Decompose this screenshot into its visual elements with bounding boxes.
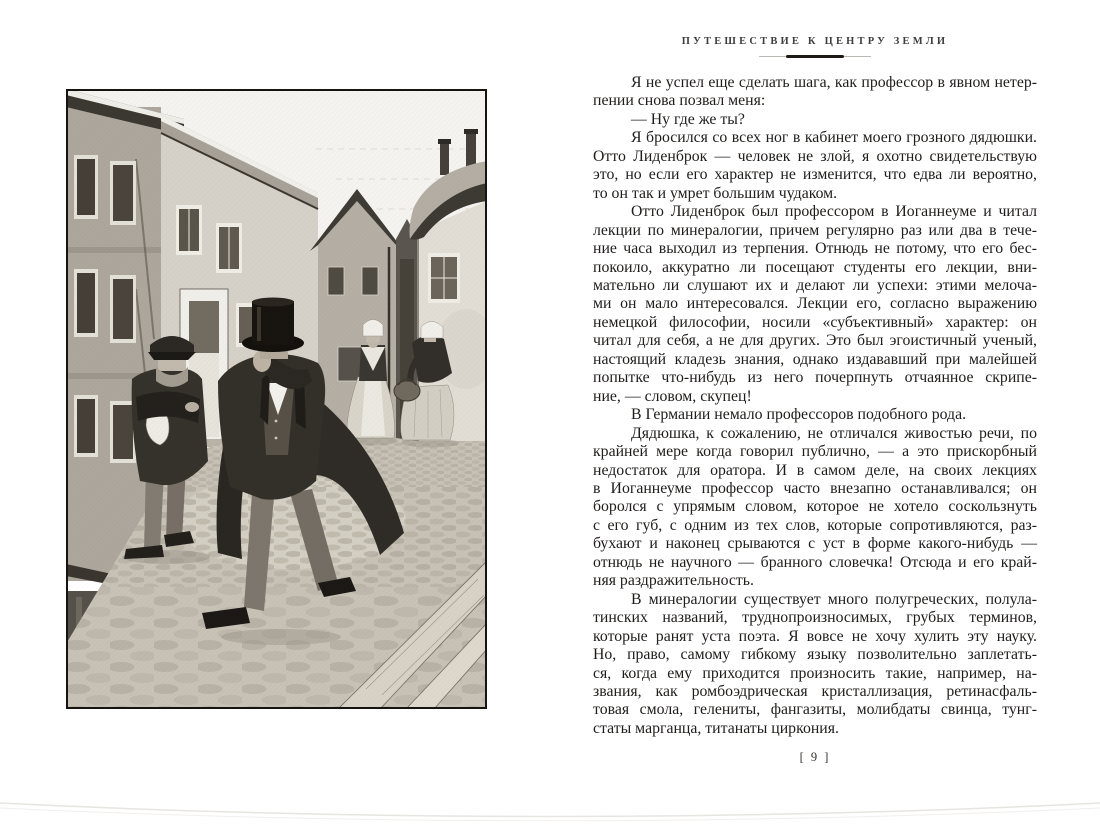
text-line: тинских названий, труднопроизносимых, грубых терминов, — [593, 609, 1037, 627]
text-line: немецкой философии, носили «субъективный» характер: он — [593, 313, 1037, 331]
paragraph — [593, 425, 1037, 591]
text-line: ние, — словом, скупец! — [593, 387, 752, 405]
text-line: это, но если его характер не изменится, что едва ли вероятно, — [593, 166, 1037, 184]
paragraph — [593, 74, 1037, 111]
paragraph — [593, 111, 1037, 129]
text-line: ние часа выходил из терпения. Отнюдь не потому, что его бес- — [593, 240, 1037, 258]
text-line: попытке что-нибудь из него почерпнуть отчаянное скрипе- — [593, 369, 1037, 387]
text-line: боролся с упрямым словом, которое не хотело соскользнуть — [593, 498, 1037, 516]
text-line: с его губ, с одним из тех слов, которые сопротивляются, раз- — [593, 516, 1037, 534]
text-line: Но, право, самому гибкому языку позволительно заплетать- — [593, 646, 1037, 664]
text-line: ся, когда ему приходится произносить такие, например, на- — [593, 664, 1037, 682]
text-line: В Германии немало профессоров подобного рода. — [631, 406, 967, 424]
text-line: покоило, аккуратно ли посещают студенты его лекции, вни- — [593, 258, 1037, 276]
text-line: пении снова позвал меня: — [593, 92, 766, 110]
running-title: ПУТЕШЕСТВИЕ К ЦЕНТРУ ЗЕМЛИ — [681, 36, 949, 47]
text-line: бухают и наконец срываются с уст в форме какого-нибудь — — [593, 535, 1037, 553]
text-line: товая смола, гелениты, фангазиты, молибдаты свинца, тунг- — [593, 701, 1037, 719]
text-line: настоящий кладезь знания, однако издававший при малейшей — [593, 350, 1037, 368]
text-line: в Иоганнеуме профессор часто внезапно останавливался; он — [593, 479, 1037, 497]
body-text — [593, 74, 1037, 738]
page-number: [ 9 ] — [799, 750, 831, 764]
text-line: читал для себя, а не для других. Это был эгоистичный ученый, — [593, 332, 1037, 350]
text-line: то он так и умрет большим чудаком. — [593, 184, 838, 202]
text-line: — Ну где же ты? — [631, 110, 745, 128]
text-line: няя раздражительность. — [593, 572, 754, 590]
paragraph — [593, 406, 1037, 424]
engraving-texture — [66, 89, 487, 709]
right-page — [593, 36, 1037, 738]
text-line: недостаток для оратора. И в самом деле, на своих лекциях — [593, 461, 1037, 479]
text-line: лекции по минералогии, причем регулярно раз или два в тече- — [593, 221, 1037, 239]
text-line: Дядюшка, к сожалению, не отличался живостью речи, по — [631, 424, 1037, 442]
text-line: В минералогии существует много полугреческих, полула- — [631, 590, 1037, 608]
paragraph — [593, 591, 1037, 739]
divider-thick-line — [786, 55, 844, 58]
illustration-frame — [66, 89, 487, 709]
text-line: звания, как ромбоэдрическая кристаллизация, ретинасфаль- — [593, 682, 1037, 700]
text-line: ми он мало интересовался. Лекции его, согласно выражению — [593, 295, 1037, 313]
text-line: Я бросился со всех ног в кабинет моего грозного дядюшки. — [631, 129, 1037, 147]
header-divider — [759, 55, 871, 58]
text-line: мательно ли слушают их и делают ли успехи: этими мелоча- — [593, 276, 1037, 294]
text-line: отнюдь не научного — бранного словечка! Отсюда и его край- — [593, 553, 1037, 571]
paragraph — [593, 203, 1037, 406]
text-line: Я не успел еще сделать шага, как профессор в явном нетер- — [631, 74, 1037, 91]
text-line: которые ранят уста поэта. Я вовсе не хочу хулить эту науку. — [593, 627, 1037, 645]
text-line: Отто Лиденброк был профессором в Иоганнеуме и читал — [631, 203, 1037, 221]
page-curl-shadow — [0, 795, 1100, 825]
text-line: крайней мере когда говорил публично, — а это прискорбный — [593, 443, 1037, 461]
text-line: статы марганца, титанаты циркония. — [593, 719, 839, 737]
street-engraving — [66, 89, 487, 709]
paragraph — [593, 129, 1037, 203]
text-line: Отто Лиденброк — человек не злой, я охотно свидетельствую — [593, 147, 1037, 165]
